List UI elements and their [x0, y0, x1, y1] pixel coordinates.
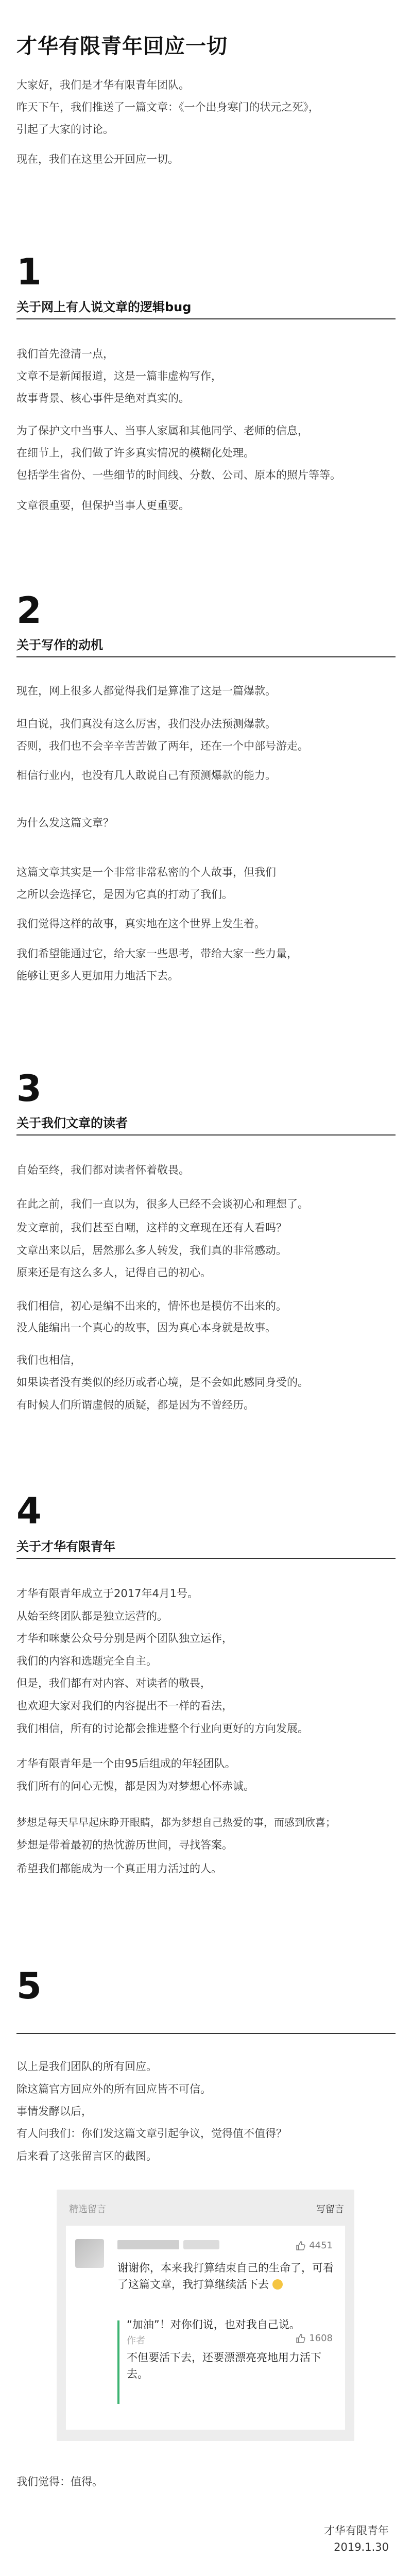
- intro-line: 引起了大家的讨论。: [16, 123, 114, 135]
- paragraph-line: 在此之前，我们一直以为，很多人已经不会谈初心和理想了。: [16, 1198, 308, 1210]
- section-divider: [16, 1134, 396, 1136]
- author-reply: [127, 2316, 333, 2382]
- date: 2019.1.30: [334, 2541, 389, 2553]
- paragraph-line: 才华和咪蒙公众号分别是两个团队独立运作，: [16, 1632, 233, 1645]
- paragraph-line: 才华有限青年是一个由95后组成的年轻团队。: [16, 1757, 236, 1770]
- section-heading: 关于写作的动机: [16, 638, 103, 652]
- comment-like[interactable]: [296, 2240, 333, 2251]
- paragraph-line: 在细节上，我们做了许多真实情况的模糊化处理。: [16, 447, 254, 459]
- closing-line: 我们觉得：值得。: [16, 2476, 103, 2488]
- paragraph-line: 文章出来以后，居然那么多人转发，我们真的非常感动。: [16, 1244, 287, 1257]
- blurred-badge: [183, 2240, 219, 2249]
- section-number: 2: [16, 589, 42, 632]
- reply-text-continued: 不但要活下去，还要漂漂亮亮地用力活下去。: [127, 2351, 321, 2380]
- section-number: 3: [16, 1067, 42, 1110]
- paragraph-line: 文章不是新闻报道，这是一篇非虚构写作，: [16, 370, 222, 382]
- paragraph-line: 梦想是带着最初的热忱游历世间，寻找答案。: [16, 1839, 233, 1851]
- paragraph-line: 事情发酵以后，: [16, 2105, 92, 2117]
- paragraph-line: 为什么发这篇文章？: [16, 817, 114, 829]
- paragraph-line: 我们所有的问心无愧，都是因为对梦想心怀赤诚。: [16, 1780, 254, 1792]
- write-comment-link[interactable]: 写留言: [316, 2204, 344, 2215]
- section-number: 5: [16, 1965, 42, 2007]
- paragraph-line: 我们相信，初心是编不出来的，情怀也是模仿不出来的。: [16, 1300, 287, 1312]
- section-heading: 关于才华有限青年: [16, 1539, 115, 1554]
- paragraph-line: 梦想是每天早早起床睁开眼睛，都为梦想自己热爱的事，而感到欣喜；: [16, 1816, 336, 1828]
- blurred-username: [117, 2240, 179, 2249]
- paragraph-line: 这篇文章其实是一个非常非常私密的个人故事，但我们: [16, 866, 276, 878]
- paragraph-line: 如果读者没有类似的经历或者心境，是不会如此感同身受的。: [16, 1376, 308, 1388]
- paragraph-line: 现在，网上很多人都觉得我们是算准了这是一篇爆款。: [16, 685, 276, 697]
- paragraph-line: 以上是我们团队的所有回应。: [16, 2060, 157, 2073]
- paragraph-line: 故事背景、核心事件是绝对真实的。: [16, 392, 190, 404]
- avatar: [75, 2239, 104, 2268]
- paragraph-line: 自始至终，我们都对读者怀着敬畏。: [16, 1164, 190, 1176]
- reply-like[interactable]: [296, 2333, 333, 2344]
- paragraph-line: 我们相信，所有的讨论都会推进整个行业向更好的方向发展。: [16, 1722, 308, 1735]
- signature: 才华有限青年: [324, 2524, 389, 2537]
- paragraph-line: 我们希望能通过它，给大家一些思考，带给大家一些力量，: [16, 947, 298, 960]
- section-divider: [16, 318, 396, 319]
- paragraph-line: 有时候人们所谓虚假的质疑，都是因为不曾经历。: [16, 1399, 254, 1411]
- thumbs-up-icon: [296, 2333, 306, 2344]
- section-heading: 关于网上有人说文章的逻辑bug: [16, 300, 192, 314]
- paragraph-line: 希望我们都能成为一个真正用力活过的人。: [16, 1862, 222, 1875]
- author-reply-bar: [117, 2320, 119, 2404]
- section-number: 1: [16, 251, 42, 293]
- paragraph-line: 没人能编出一个真心的故事，因为真心本身就是故事。: [16, 1321, 276, 1334]
- reply-text: “加油”！对你们说，也对我自己说。: [127, 2318, 300, 2331]
- comment-like-count: 4451: [309, 2240, 333, 2251]
- paragraph-line: 也欢迎大家对我们的内容提出不一样的看法，: [16, 1700, 233, 1712]
- section-divider: [16, 2033, 396, 2034]
- section-divider: [16, 656, 396, 657]
- section-heading: 关于我们文章的读者: [16, 1116, 128, 1130]
- paragraph-line: 之所以会选择它，是因为它真的打动了我们。: [16, 888, 233, 901]
- paragraph-line: 我们的内容和选题完全自主。: [16, 1655, 157, 1667]
- comment-text: 谢谢你，本来我打算结束自己的生命了，可看了这篇文章，我打算继续活下去: [117, 2262, 334, 2291]
- paragraph-line: 从始至终团队都是独立运营的。: [16, 1610, 168, 1622]
- featured-comments-label: 精选留言: [69, 2204, 106, 2215]
- section-divider: [16, 1558, 396, 1559]
- smile-emoji-icon: [272, 2279, 283, 2290]
- paragraph-line: 原来还是有这么多人，记得自己的初心。: [16, 1266, 211, 1279]
- paragraph-line: 才华有限青年成立于2017年4月1号。: [16, 1587, 199, 1600]
- intro-line: 昨天下午，我们推送了一篇文章：《一个出身寒门的状元之死》，: [16, 101, 319, 113]
- thumbs-up-icon: [296, 2241, 306, 2251]
- paragraph-line: 除这篇官方回应外的所有回应皆不可信。: [16, 2083, 211, 2095]
- paragraph-line: 能够让更多人更加用力地活下去。: [16, 970, 179, 982]
- paragraph-line: 相信行业内，也没有几人敢说自己有预测爆款的能力。: [16, 769, 276, 782]
- paragraph-line: 后来看了这张留言区的截图。: [16, 2150, 157, 2162]
- paragraph-line: 有人问我们：你们发这篇文章引起争议，觉得值不值得？: [16, 2127, 287, 2140]
- paragraph-line: 否则，我们也不会辛辛苦苦做了两年，还在一个中部号游走。: [16, 740, 308, 752]
- intro-line: 现在，我们在这里公开回应一切。: [16, 153, 179, 165]
- paragraph-line: 包括学生省份、一些细节的时间线、分数、公司、原本的照片等等。: [16, 469, 341, 481]
- comment-item: [66, 2226, 345, 2430]
- paragraph-line: 我们也相信，: [16, 1354, 81, 1366]
- section-number: 4: [16, 1490, 42, 1532]
- paragraph-line: 我们觉得这样的故事，真实地在这个世界上发生着。: [16, 918, 265, 930]
- article-title: 才华有限青年回应一切: [16, 35, 228, 58]
- author-tag: 作者: [127, 2335, 145, 2346]
- intro-line: 大家好，我们是才华有限青年团队。: [16, 79, 190, 91]
- comment-screenshot: [57, 2190, 354, 2441]
- paragraph-line: 发文章前，我们甚至自嘲，这样的文章现在还有人看吗？: [16, 1222, 287, 1234]
- paragraph-line: 但是，我们都有对内容、对读者的敬畏，: [16, 1677, 211, 1689]
- reply-like-count: 1608: [309, 2333, 333, 2344]
- paragraph-line: 我们首先澄清一点，: [16, 348, 114, 360]
- paragraph-line: 文章很重要，但保护当事人更重要。: [16, 499, 190, 512]
- paragraph-line: 为了保护文中当事人、当事人家属和其他同学、老师的信息，: [16, 425, 308, 437]
- paragraph-line: 坦白说，我们真没有这么厉害，我们没办法预测爆款。: [16, 718, 276, 730]
